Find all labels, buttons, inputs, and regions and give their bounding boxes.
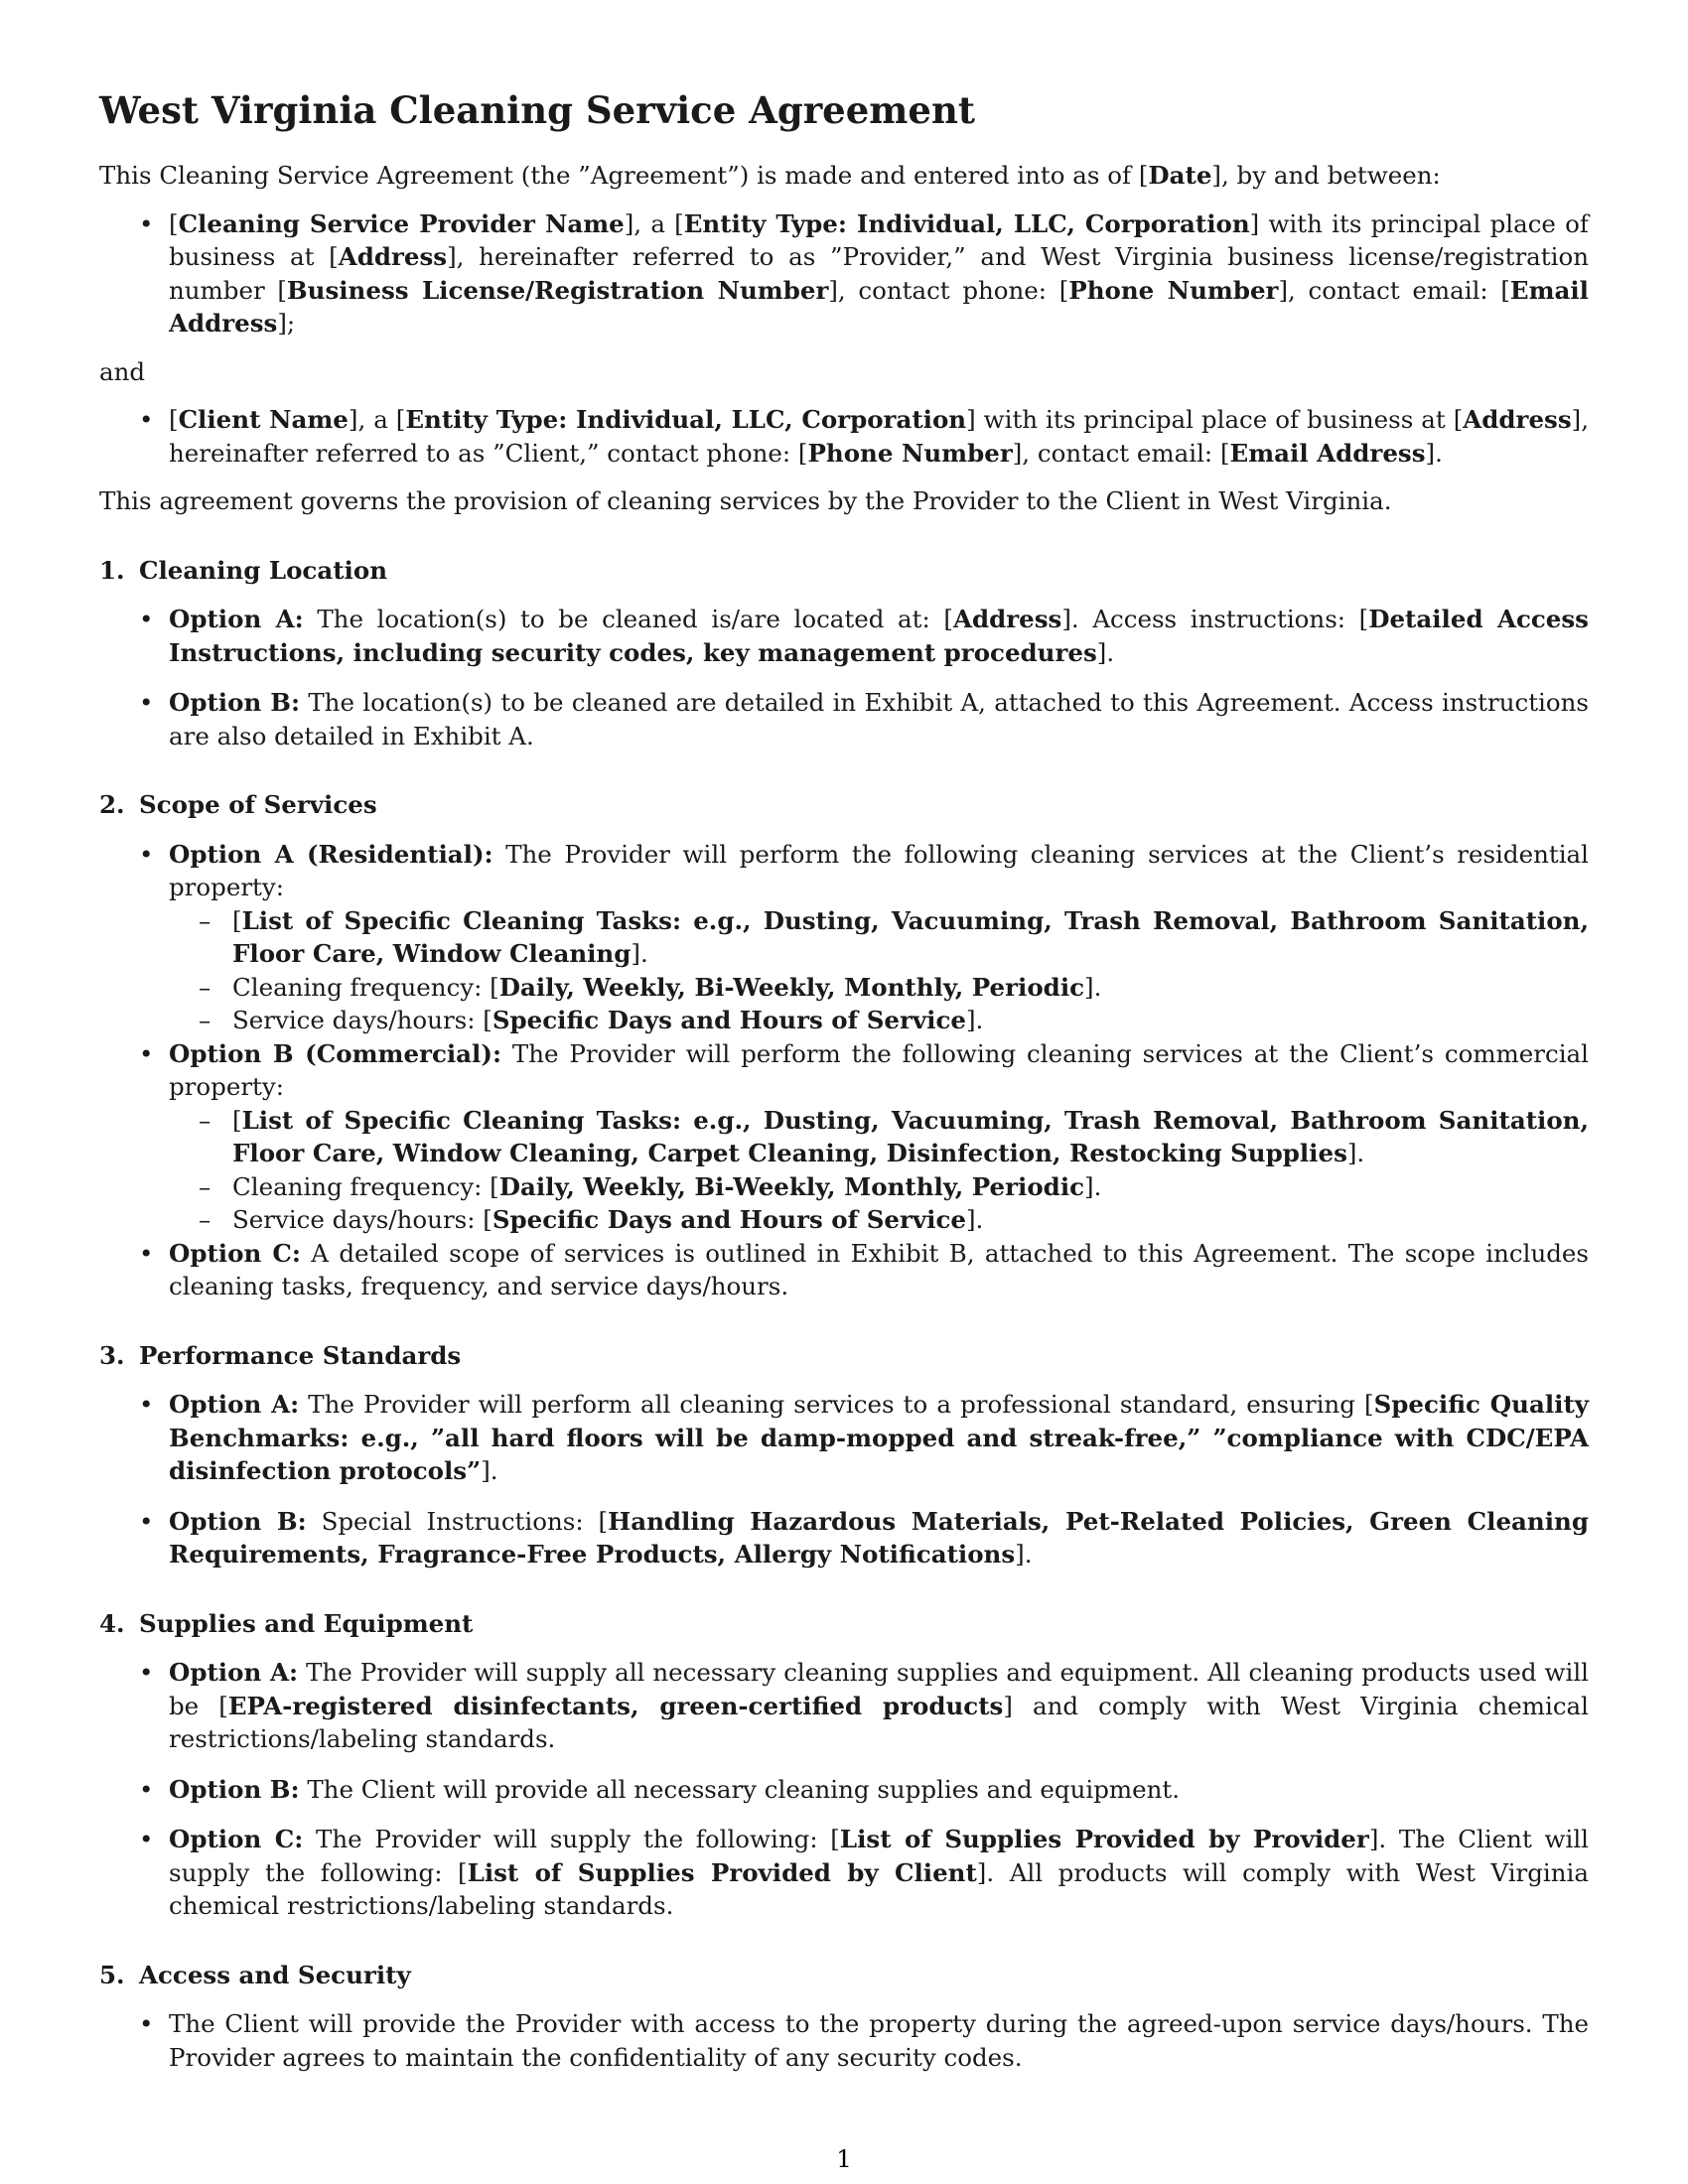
option-list: [99, 1388, 1589, 1571]
client-name-placeholder: Client Name: [178, 405, 349, 434]
intro-text-end: ], by and between:: [1211, 161, 1441, 190]
text: ] and comply with West Virginia chemical restrictions/labeling standards.: [169, 1691, 1590, 1753]
text: ].: [481, 1456, 498, 1485]
text: The Provider will supply the following: [: [303, 1825, 840, 1853]
date-placeholder: Date: [1148, 161, 1212, 190]
section-number: 1.: [99, 555, 125, 585]
text: Cleaning frequency: [: [232, 1171, 499, 1201]
provider-phone-placeholder: Phone Number: [1068, 275, 1279, 305]
text: ], contact phone: [: [828, 275, 1069, 305]
text: ], contact email: [: [1012, 438, 1230, 468]
option-label: Option C:: [169, 1825, 304, 1853]
option-label: Option B:: [169, 1506, 307, 1536]
option-item: [99, 686, 1589, 752]
client-supplies-placeholder: List of Supplies Provided by Client: [467, 1857, 977, 1887]
option-item: [99, 1773, 1589, 1807]
sub-item: – [List of Specific Cleaning Tasks: e.g., Dusting, Vacuuming, Trash Removal, Bathroom Sanitation, Floor Care, Window Cleaning].: [169, 904, 1589, 971]
page-number: 1: [836, 2144, 852, 2173]
section-title: Performance Standards: [139, 1340, 462, 1370]
section-supplies-equipment: [99, 1607, 1589, 1923]
client-party: [99, 403, 1589, 470]
provider-list: [99, 207, 1589, 341]
text: ]. Access instructions: [: [1061, 605, 1369, 633]
text: The location(s) to be cleaned are detailed in Exhibit A, attached to this Agreement. Access instructions are also detailed in Exhibit A.: [169, 688, 1589, 751]
text: Service days/hours: [: [232, 1205, 492, 1234]
option-item: [99, 1823, 1589, 1923]
option-item: [99, 1505, 1589, 1571]
section-number: 3.: [99, 1340, 125, 1370]
text: ].: [1096, 637, 1115, 667]
sub-item: – Service days/hours: [Specific Days and Hours of Service].: [169, 1004, 1589, 1037]
section-number: 4.: [99, 1608, 125, 1638]
text: [: [169, 208, 179, 238]
frequency-placeholder: Daily, Weekly, Bi-Weekly, Monthly, Periodic: [498, 972, 1085, 1002]
sub-item: – Service days/hours: [Specific Days and Hours of Service].: [169, 1203, 1589, 1237]
section-scope-of-services: [99, 788, 1589, 1303]
text: ].: [1015, 1540, 1033, 1569]
text: A detailed scope of services is outlined in Exhibit B, attached to this Agreement. The scope includes cleaning tasks, frequency, and service days/hours.: [169, 1238, 1589, 1300]
option-item: [99, 1237, 1589, 1303]
benchmarks-placeholder: Specific Quality Benchmarks: e.g., ”all hard floors will be damp-mopped and streak-free,” ”compliance with CDC/EPA disinfection protocols”: [169, 1390, 1589, 1485]
option-label: Option B (Commercial):: [169, 1038, 502, 1068]
text: Special Instructions: [: [306, 1506, 609, 1536]
client-phone-placeholder: Phone Number: [807, 438, 1013, 468]
text: ] with its principal place of business at [: [169, 208, 1590, 271]
provider-entity-placeholder: Entity Type: Individual, LLC, Corporation: [683, 208, 1250, 238]
client-address-placeholder: Address: [1463, 405, 1572, 434]
option-label: Option B:: [169, 688, 301, 717]
document-title: West Virginia Cleaning Service Agreement: [99, 88, 975, 132]
access-item: • The Client will provide the Provider with access to the property during the agreed-upon service days/hours. The Provider agrees to maintain the confidentiality of any security codes.: [99, 2007, 1589, 2074]
provider-name-placeholder: Cleaning Service Provider Name: [178, 208, 625, 238]
section-title: Access and Security: [139, 1960, 411, 1989]
option-list: [99, 838, 1589, 1303]
and-text: and: [99, 356, 146, 386]
tasks-placeholder: List of Specific Cleaning Tasks: e.g., Dusting, Vacuuming, Trash Removal, Bathroom Sanitation, Floor Care, Window Cleaning: [232, 905, 1589, 968]
text: The Provider will perform the following cleaning services at the Client’s residential property:: [169, 839, 1589, 901]
tasks-placeholder: List of Specific Cleaning Tasks: e.g., Dusting, Vacuuming, Trash Removal, Bathroom Sanitation, Floor Care, Window Cleaning, Carpet Cleaning, Disinfection, Restocking Supplies: [232, 1105, 1589, 1167]
option-item: [99, 1656, 1589, 1756]
text: [: [169, 405, 179, 434]
option-list: [99, 1656, 1589, 1923]
option-label: Option A:: [169, 1658, 299, 1687]
provider-license-placeholder: Business License/Registration Number: [286, 275, 829, 305]
frequency-placeholder: Daily, Weekly, Bi-Weekly, Monthly, Periodic: [498, 1171, 1085, 1201]
section-performance-standards: [99, 1339, 1589, 1571]
text: Cleaning frequency: [: [232, 972, 499, 1002]
provider-party: [99, 207, 1589, 341]
sub-item: – Cleaning frequency: [Daily, Weekly, Bi-Weekly, Monthly, Periodic].: [169, 1170, 1589, 1204]
days-placeholder: Specific Days and Hours of Service: [492, 1205, 966, 1234]
option-item: [99, 1037, 1589, 1237]
text: The Provider will perform the following cleaning services at the Client’s commercial property:: [169, 1038, 1589, 1101]
text: The Provider will perform all cleaning services to a professional standard, ensuring [: [299, 1390, 1374, 1419]
option-label: Option A:: [169, 605, 304, 633]
provider-email-placeholder: Email Address: [169, 275, 1589, 338]
address-placeholder: Address: [952, 605, 1062, 633]
text: ], hereinafter referred to as ”Client,” contact phone: [: [169, 405, 1589, 468]
option-list: [99, 603, 1589, 752]
text: ], contact email: [: [1278, 275, 1510, 305]
option-item: [99, 1388, 1589, 1488]
option-list: [99, 2007, 1589, 2074]
option-label: Option C:: [169, 1238, 301, 1268]
section-title: Cleaning Location: [139, 555, 388, 585]
section-number: 2.: [99, 790, 125, 819]
section-heading: [99, 788, 1589, 822]
text: The Provider will supply all necessary cleaning supplies and equipment. All cleaning products used will be [: [169, 1658, 1589, 1720]
sub-item: – Cleaning frequency: [Daily, Weekly, Bi-Weekly, Monthly, Periodic].: [169, 971, 1589, 1005]
products-placeholder: EPA-registered disinfectants, green-certified products: [227, 1691, 1004, 1720]
special-instructions-placeholder: Handling Hazardous Materials, Pet-Related Policies, Green Cleaning Requirements, Fragrance-Free Products, Allergy Notifications: [169, 1506, 1589, 1569]
option-label: Option A:: [169, 1390, 300, 1419]
section-number: 5.: [99, 1960, 125, 1989]
intro-paragraph: [99, 159, 1589, 193]
section-title: Scope of Services: [139, 790, 377, 819]
sub-list: [169, 1104, 1589, 1237]
provider-supplies-placeholder: List of Supplies Provided by Provider: [839, 1825, 1369, 1853]
text: ], a [: [348, 405, 406, 434]
text: ], a [: [624, 208, 684, 238]
section-heading: [99, 1959, 1589, 1992]
text: ]. The Client will supply the following: [: [169, 1825, 1589, 1887]
section-title: Supplies and Equipment: [139, 1608, 474, 1638]
text: ];: [277, 309, 296, 338]
access-placeholder: Detailed Access Instructions, including security codes, key management procedures: [169, 605, 1589, 667]
text: ], hereinafter referred to as ”Provider,” and West Virginia business license/registration number [: [169, 242, 1589, 305]
text: ].: [1425, 438, 1443, 468]
option-item: [99, 603, 1589, 669]
section-heading: [99, 1607, 1589, 1641]
section-access-security: [99, 1959, 1589, 2075]
provider-address-placeholder: Address: [338, 242, 448, 271]
text: Service days/hours: [: [232, 1006, 492, 1034]
document-page: [99, 0, 1589, 2184]
section-heading: [99, 554, 1589, 588]
sub-item: – [List of Specific Cleaning Tasks: e.g., Dusting, Vacuuming, Trash Removal, Bathroom Sanitation, Floor Care, Window Cleaning, Carpet Cleaning, Disinfection, Restocking Supplies].: [169, 1104, 1589, 1170]
client-entity-placeholder: Entity Type: Individual, LLC, Corporation: [405, 405, 967, 434]
text: ] with its principal place of business at [: [966, 405, 1464, 434]
sub-list: [169, 904, 1589, 1037]
text: The location(s) to be cleaned is/are located at: [: [303, 605, 953, 633]
option-label: Option B:: [169, 1774, 300, 1804]
client-list: [99, 403, 1589, 470]
client-email-placeholder: Email Address: [1229, 438, 1426, 468]
governs-paragraph: This agreement governs the provision of cleaning services by the Provider to the Client in West Virginia.: [99, 486, 1392, 515]
section-heading: [99, 1339, 1589, 1373]
section-cleaning-location: [99, 554, 1589, 753]
text: ]. All products will comply with West Virginia chemical restrictions/labeling standards.: [169, 1857, 1589, 1920]
intro-text: This Cleaning Service Agreement (the ”Agreement”) is made and entered into as of [: [99, 161, 1149, 190]
option-label: Option A (Residential):: [169, 839, 493, 869]
option-item: [99, 838, 1589, 1037]
document-body: [99, 159, 1589, 2074]
text: The Client will provide all necessary cleaning supplies and equipment.: [299, 1774, 1181, 1804]
days-placeholder: Specific Days and Hours of Service: [492, 1006, 966, 1034]
